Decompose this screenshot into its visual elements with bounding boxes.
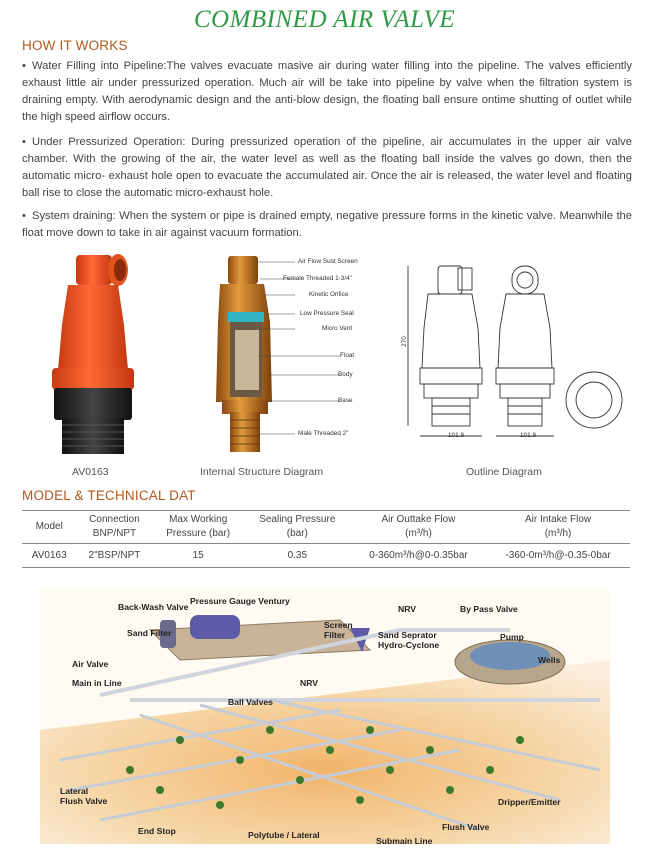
bullet: •: [22, 210, 26, 222]
label-body: Body: [338, 371, 353, 378]
paragraph-draining: [22, 208, 632, 242]
table-row: [22, 544, 630, 568]
label-air-flow-screen: Air Flow Sust Screen: [298, 258, 358, 265]
header-max-pressure: Max Working Pressure (bar): [153, 511, 244, 544]
label-pump: Pump: [500, 632, 524, 642]
header-model: Model: [22, 511, 76, 544]
label-base: Base: [338, 397, 353, 404]
label-dripper-emitter: Dripper/Emitter: [498, 797, 561, 807]
header-air-intake: Air Intake Flow (m³/h): [486, 511, 630, 544]
header-sealing-pressure: Sealing Pressure (bar): [244, 511, 351, 544]
outline-caption: Outline Diagram: [466, 466, 542, 478]
paragraph-text: Under Pressurized Operation: During pressurized operation of the pipeline, air accumulates in the upper air valve chamber. With the growing of the air, the water level as well as the floating ball inside the valves go down, then the automatic micro- exhaust hole open to evacuate the accumulated air. Once the air is released, the water level and floating ball rise to close the automatic micro-exhaust hole.: [22, 136, 632, 199]
label-nrv-top: NRV: [398, 604, 416, 614]
label-kinetic-orifice: Kinetic Orifice: [309, 291, 349, 298]
dim-width-1: 101.8: [448, 432, 464, 439]
paragraph-text: Water Filling into Pipeline:The valves evacuate masive air during water filling into the pipeline. The valves efficiently exhaust little air under pressurized operation. Much air will be take into pipeline by valve when the filtration system is draining empty. With aerodynamic design and the anti-blow design, the floating ball ensure ontime shutting of outlet while the high speed airflow occurs.: [22, 60, 632, 123]
label-end-stop: End Stop: [138, 826, 176, 836]
label-sand-filter: Sand Filter: [127, 628, 172, 638]
label-nrv-mid: NRV: [300, 678, 318, 688]
label-flush-valve: Flush Valve: [442, 822, 490, 832]
bullet: •: [22, 136, 26, 148]
cell-model: AV0163: [22, 544, 76, 568]
header-connection: Connection BNP/NPT: [76, 511, 152, 544]
label-submain-line: Submain Line: [376, 836, 433, 846]
label-polytube: Polytube / Lateral: [248, 830, 320, 840]
label-low-pressure-seal: Low Pressure Seal: [300, 310, 354, 317]
cell-sealing-pressure: 0.35: [244, 544, 351, 568]
paragraph-filling: [22, 58, 632, 126]
label-bypass-valve: By Pass Valve: [460, 604, 518, 614]
bullet: •: [22, 60, 26, 72]
label-air-valve: Air Valve: [72, 659, 109, 669]
cell-max-pressure: 15: [153, 544, 244, 568]
label-back-wash-valve: Back-Wash Valve: [118, 602, 189, 612]
label-separator: Sand Seprator Hydro-Cyclone: [378, 630, 440, 650]
cell-connection: 2"BSP/NPT: [76, 544, 152, 568]
label-main-line: Main in Line: [72, 678, 122, 688]
label-lateral-flush-valve: Lateral Flush Valve: [60, 786, 108, 806]
product-caption: AV0163: [72, 466, 109, 478]
paragraph-text: System draining: When the system or pipe is drained empty, negative pressure forms in the kinetic valve. Meanwhile the float move down to take in air against vacuum formation.: [22, 210, 632, 239]
outline-diagram: [398, 258, 628, 448]
label-wells: Wells: [538, 655, 561, 665]
label-pressure-gauge: Pressure Gauge Ventury: [190, 596, 290, 606]
how-it-works-heading: HOW IT WORKS: [22, 38, 128, 53]
header-air-outtake: Air Outtake Flow (m³/h): [351, 511, 486, 544]
label-micro-vent: Micro Vent: [322, 325, 353, 332]
model-heading: MODEL & TECHNICAL DAT: [22, 488, 196, 503]
product-image: [38, 250, 148, 460]
cell-air-outtake: 0-360m³/h@0-0.35bar: [351, 544, 486, 568]
label-ball-valves: Ball Valves: [228, 697, 273, 707]
label-float: Float: [340, 352, 355, 359]
table-header-row: [22, 511, 630, 544]
spec-table: [22, 510, 630, 568]
label-female-threaded: Female Threaded 1-3/4": [283, 275, 352, 282]
internal-caption: Internal Structure Diagram: [200, 466, 324, 478]
page-title: COMBINED AIR VALVE: [193, 6, 456, 33]
dim-width-2: 101.8: [520, 432, 536, 439]
cell-air-intake: -360-0m³/h@-0.35-0bar: [486, 544, 630, 568]
paragraph-pressurized: [22, 134, 632, 202]
label-screen-filter: Screen Filter: [324, 620, 353, 640]
label-male-threaded: Male Threaded 2": [298, 430, 349, 437]
dim-height: 270: [400, 336, 408, 347]
